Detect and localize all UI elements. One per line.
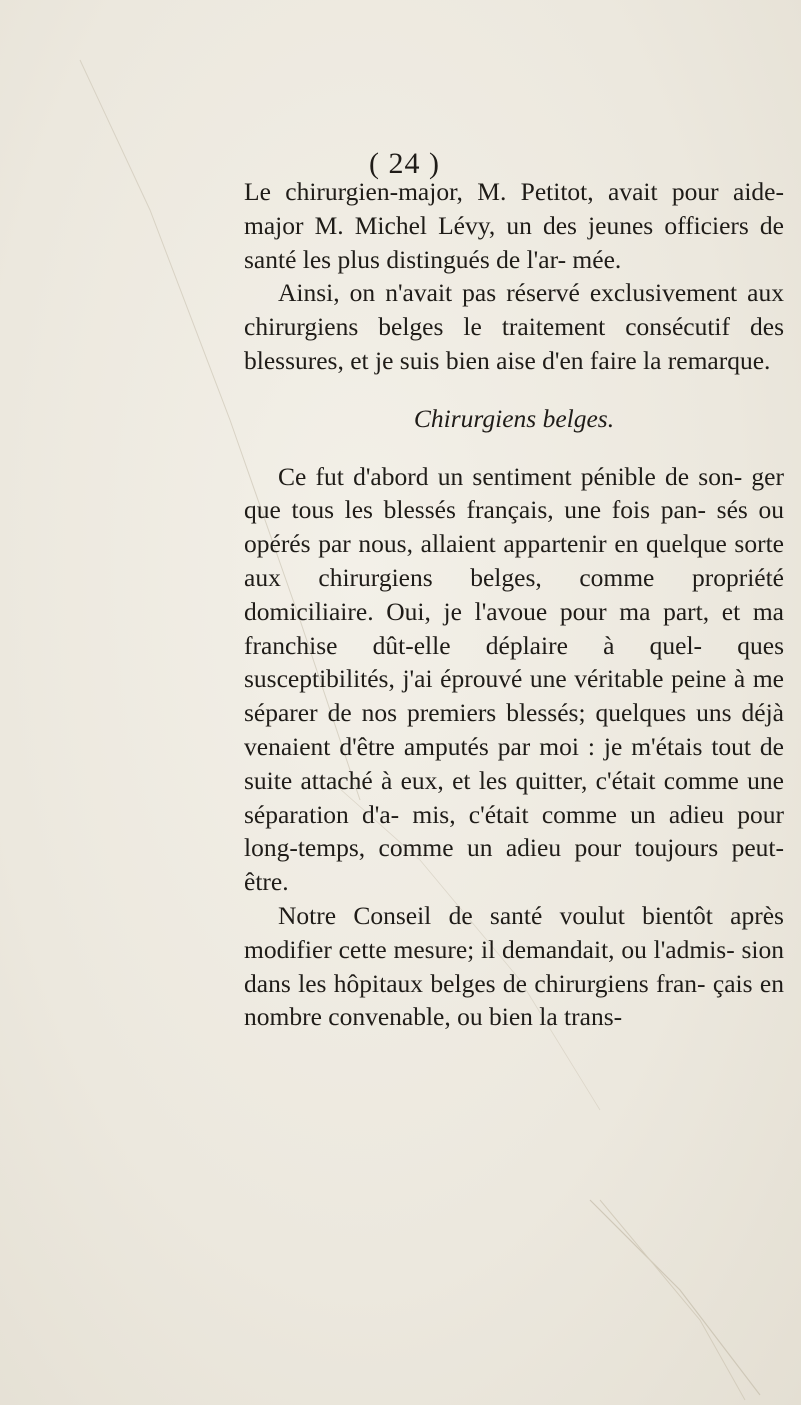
- body-text: [244, 175, 784, 1034]
- paragraph-belgian-treatment: Ainsi, on n'avait pas réservé exclusivement aux chirurgiens belges le traitement consécutif des blessures, et je suis bien aise d'en faire la remarque.: [244, 278, 784, 375]
- paragraph-health-council: Notre Conseil de santé voulut bientôt après modifier cette mesure; il demandait, ou l'admis- sion dans les hôpitaux belges de chirurgiens fran- çais en nombre convenable, ou bien la trans-: [244, 900, 784, 1032]
- page-number: ( 24 ): [369, 147, 440, 180]
- section-heading: Chirurgiens belges.: [413, 403, 615, 433]
- paragraph-surgeon-major: Le chirurgien-major, M. Petitot, avait pour aide-major M. Michel Lévy, un des jeunes officiers de santé les plus distingués de l'ar- mée.: [244, 177, 784, 274]
- paragraph-sentiment: Ce fut d'abord un sentiment pénible de son- ger que tous les blessés français, une fois pan- sés ou opérés par nous, allaient appartenir en quelque sorte aux chirurgiens belges, comme propriété domiciliaire. Oui, je l'avoue pour ma part, et ma franchise dût-elle déplaire à quel- ques susceptibilités, j'ai éprouvé une véritable peine à me séparer de nos premiers blessés; quelques uns déjà venaient d'être amputés par moi : je m'étais tout de suite attaché à eux, et les quitter, c'était comme une séparation d'a- mis, c'était comme un adieu pour long-temps, comme un adieu pour toujours peut-être.: [244, 461, 784, 897]
